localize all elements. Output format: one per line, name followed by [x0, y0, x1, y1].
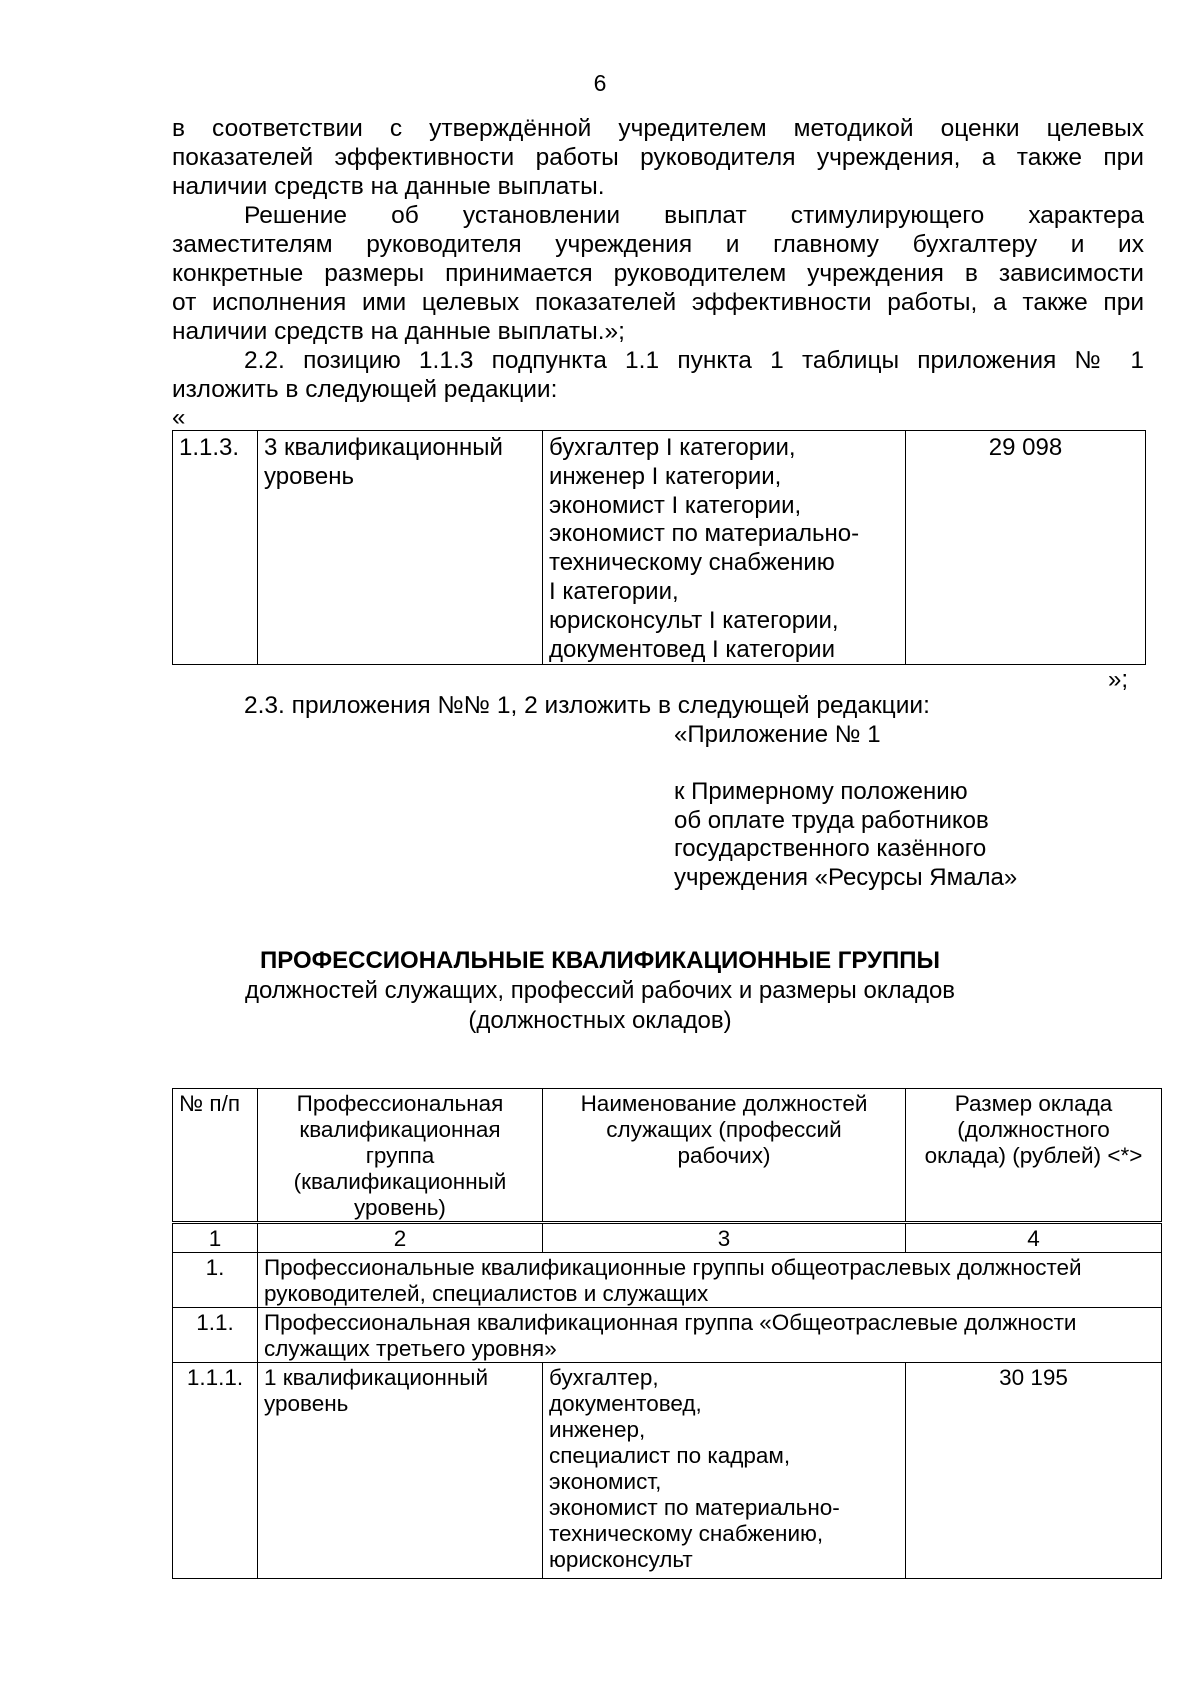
appendix-line: об оплате труда работников — [674, 806, 989, 834]
document-heading — [0, 946, 1200, 1036]
item-2-3: 2.3. приложения №№ 1, 2 изложить в следующей редакции: — [244, 692, 930, 719]
col-number: 1 — [173, 1223, 258, 1253]
appendix-line: к Примерному положению — [674, 778, 968, 805]
cell-group: 3 квалификационный уровень — [258, 431, 543, 665]
column-number-row — [173, 1223, 1162, 1253]
section-text: Профессиональные квалификационные группы общеотраслевых должностей руководителей, специалистов и служащих — [258, 1253, 1162, 1308]
header-positions: Наименование должностей служащих (профессий рабочих) — [543, 1089, 906, 1223]
header-row — [173, 1089, 1162, 1223]
appendix-title: «Приложение № 1 — [674, 721, 881, 748]
header-salary: Размер оклада (должностного оклада) (рублей) <*> — [906, 1089, 1162, 1223]
cell-positions: бухгалтер I категории, инженер I категории, экономист I категории, экономист по материально- техническому снабжению I категории, юрисконсульт I категории, документовед I категории — [543, 431, 906, 665]
appendix-line: учреждения «Ресурсы Ямала» — [674, 863, 1018, 891]
header-group: Профессиональная квалификационная группа (квалификационный уровень) — [258, 1089, 543, 1223]
page-number: 6 — [593, 70, 607, 96]
table-row — [173, 431, 1146, 665]
col-number: 3 — [543, 1223, 906, 1253]
subsection-row — [173, 1308, 1162, 1363]
row-group: 1 квалификационный уровень — [258, 1363, 543, 1579]
amendment-table — [172, 430, 1146, 665]
appendix-block — [674, 778, 1017, 892]
decision-paragraph — [172, 201, 1144, 346]
table-row — [173, 1363, 1162, 1579]
text-line: в соответствии с утверждённой учредителем методикой оценки целевых — [172, 115, 1144, 142]
appendix-line: государственного казённого — [674, 835, 987, 862]
row-num: 1.1.1. — [173, 1363, 258, 1579]
section-num: 1. — [173, 1253, 258, 1308]
text-line: Решение об установлении выплат стимулирующего характера — [244, 202, 1144, 229]
cell-salary: 29 098 — [906, 431, 1146, 665]
subsection-num: 1.1. — [173, 1308, 258, 1363]
col-number: 2 — [258, 1223, 543, 1253]
header-num: № п/п — [173, 1089, 258, 1223]
text-line: заместителям руководителя учреждения и главному бухгалтеру и их — [172, 231, 1144, 258]
heading-subtitle: должностей служащих, профессий рабочих и размеры окладов — [244, 977, 956, 1004]
item-2-2 — [172, 346, 1144, 404]
heading-subtitle: (должностных окладов) — [468, 1007, 732, 1034]
text-line: 2.2. позицию 1.1.3 подпункта 1.1 пункта 1 таблицы приложения № 1 — [244, 347, 1144, 374]
row-positions: бухгалтер, документовед, инженер, специалист по кадрам, экономист, экономист по материально- техническому снабжению, юрисконсульт — [543, 1363, 906, 1579]
heading-title: ПРОФЕССИОНАЛЬНЫЕ КВАЛИФИКАЦИОННЫЕ ГРУППЫ — [260, 947, 940, 974]
text-line: конкретные размеры принимается руководителем учреждения в зависимости — [172, 260, 1144, 287]
close-quote: »; — [1108, 666, 1129, 693]
text-line: изложить в следующей редакции: — [172, 376, 558, 403]
text-line: наличии средств на данные выплаты. — [172, 173, 605, 200]
cell-number: 1.1.3. — [173, 431, 258, 665]
row-salary: 30 195 — [906, 1363, 1162, 1579]
subsection-text: Профессиональная квалификационная группа «Общеотраслевые должности служащих третьего уровня» — [258, 1308, 1162, 1363]
open-quote: « — [172, 404, 186, 431]
col-number: 4 — [906, 1223, 1162, 1253]
text-line: наличии средств на данные выплаты.»; — [172, 318, 625, 345]
text-line: показателей эффективности работы руководителя учреждения, а также при — [172, 144, 1144, 171]
text-line: от исполнения ими целевых показателей эффективности работы, а также при — [172, 289, 1144, 316]
intro-paragraph — [172, 114, 1144, 201]
salary-table — [172, 1088, 1162, 1579]
section-row — [173, 1253, 1162, 1308]
